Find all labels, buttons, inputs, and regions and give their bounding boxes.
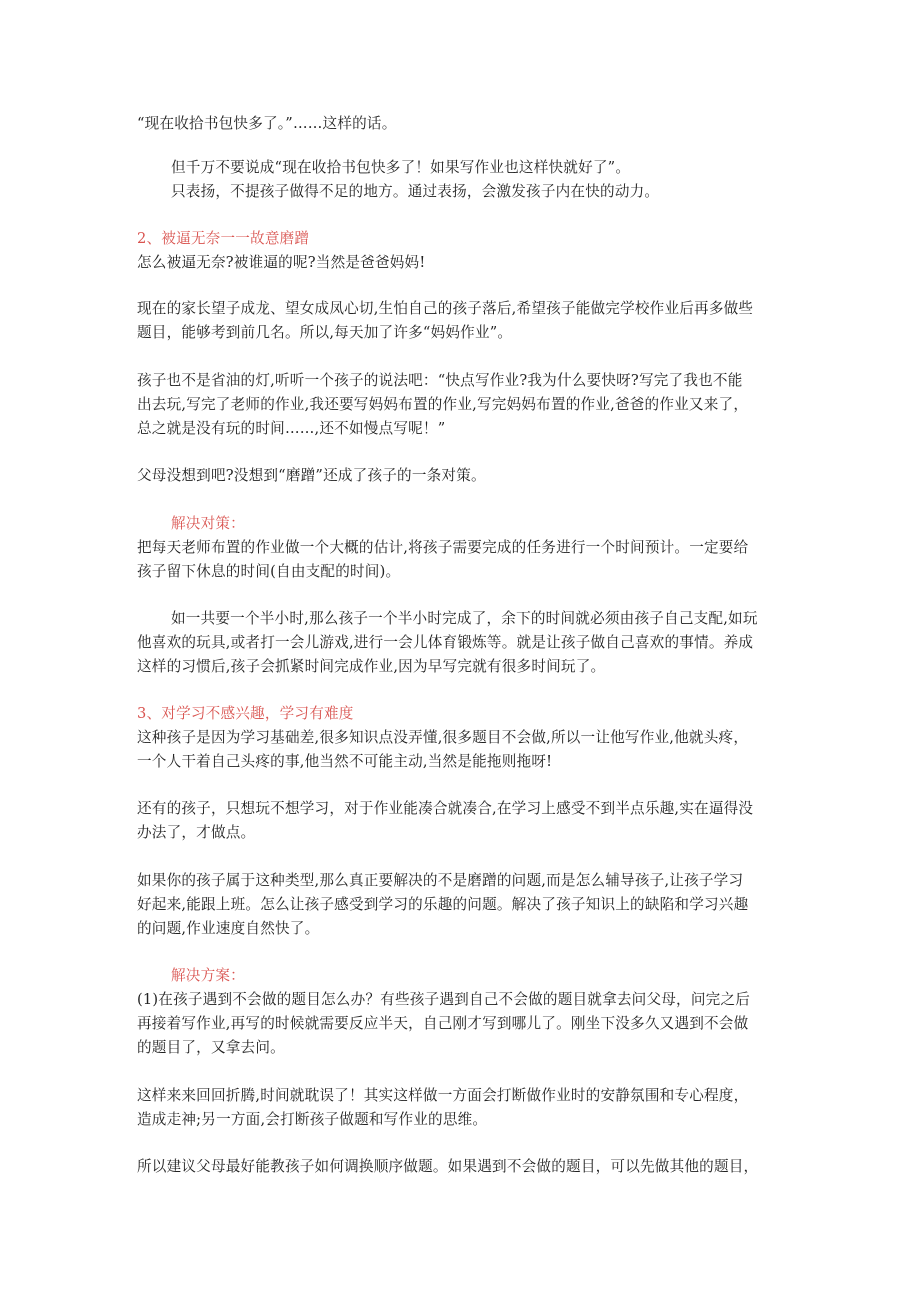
paragraph-line: 现在的家长望子成龙、望女成凤心切,生怕自己的孩子落后,希望孩子能做完学校作业后再多做些 [137,300,754,317]
paragraph-line: 这种孩子是因为学习基础差,很多知识点没弄懂,很多题目不会做,所以一让他写作业,他就头疼， [137,729,749,746]
paragraph-line: 孩子也不是省油的灯,听听一个孩子的说法吧：“快点写作业?我为什么要快呀?写完了我也不能 [137,372,743,389]
paragraph-line: 他喜欢的玩具,或者打一会儿游戏,进行一会儿体育锻炼等。就是让孩子做自己喜欢的事情。养成 [137,634,754,651]
section-heading: 3、对学习不感兴趣，学习有难度 [137,705,354,722]
paragraph-line: 好起来,能跟上班。怎么让孩子感受到学习的乐趣的问题。解决了孩子知识上的缺陷和学习兴趣 [137,896,749,913]
paragraph-line: 如一共要一个半小时,那么孩子一个半小时完成了，余下的时间就必须由孩子自己支配,如玩 [171,610,758,627]
paragraph-line: 总之就是没有玩的时间……,还不如慢点写呢！” [137,420,446,437]
subheading: 解决对策： [171,515,245,532]
paragraph-line: 但千万不要说成“现在收拾书包快多了！如果写作业也这样快就好了”。 [171,159,631,176]
paragraph-line: 办法了，才做点。 [137,824,256,841]
paragraph-line: 还有的孩子，只想玩不想学习，对于作业能凑合就凑合,在学习上感受不到半点乐趣,实在逼得没 [137,800,754,817]
paragraph-line: 造成走神;另一方面,会打断孩子做题和写作业的思维。 [137,1111,488,1128]
paragraph-line: “现在收拾书包快多了。”……这样的话。 [137,115,397,132]
paragraph-line: 的问题,作业速度自然快了。 [137,920,320,937]
paragraph-line: (1)在孩子遇到不会做的题目怎么办？有些孩子遇到自己不会做的题目就拿去问父母，问完之后 [137,991,751,1008]
paragraph-line: 一个人干着自己头疼的事,他当然不可能主动,当然是能拖则拖呀! [137,753,553,770]
section-heading: 2、被逼无奈一一故意磨蹭 [137,230,310,247]
paragraph-line: 怎么被逼无奈?被谁逼的呢?当然是爸爸妈妈! [137,254,426,271]
paragraph-line: 出去玩,写完了老师的作业,我还要写妈妈布置的作业,写完妈妈布置的作业,爸爸的作业又来了， [137,396,749,413]
paragraph-line: 这样来来回回折腾,时间就耽误了！其实这样做一方面会打断做作业时的安静氛围和专心程度， [137,1087,749,1104]
paragraph-line: 把每天老师布置的作业做一个大概的估计,将孩子需要完成的任务进行一个时间预计。一定要给 [137,539,749,556]
paragraph-line: 父母没想到吧?没想到“磨蹭”还成了孩子的一条对策。 [137,467,486,484]
paragraph-line: 题目，能够考到前几名。所以,每天加了许多“妈妈作业”。 [137,324,513,341]
paragraph-line: 如果你的孩子属于这种类型,那么真正要解决的不是磨蹭的问题,而是怎么辅导孩子,让孩子学习 [137,872,744,889]
paragraph-line: 这样的习惯后,孩子会抓紧时间完成作业,因为早写完就有很多时间玩了。 [137,658,606,675]
paragraph-line: 的题目了，又拿去问。 [137,1039,285,1056]
paragraph-line: 孩子留下休息的时间(自由支配的时间)。 [137,563,401,580]
paragraph-line: 再接着写作业,再写的时候就需要反应半天，自己刚才写到哪儿了。刚坐下没多久又遇到不会做 [137,1015,749,1032]
paragraph-line: 只表扬，不提孩子做得不足的地方。通过表扬，会激发孩子内在快的动力。 [171,183,660,200]
subheading: 解决方案： [171,967,245,984]
paragraph-line: 所以建议父母最好能教孩子如何调换顺序做题。如果遇到不会做的题目，可以先做其他的题目， [137,1158,759,1175]
